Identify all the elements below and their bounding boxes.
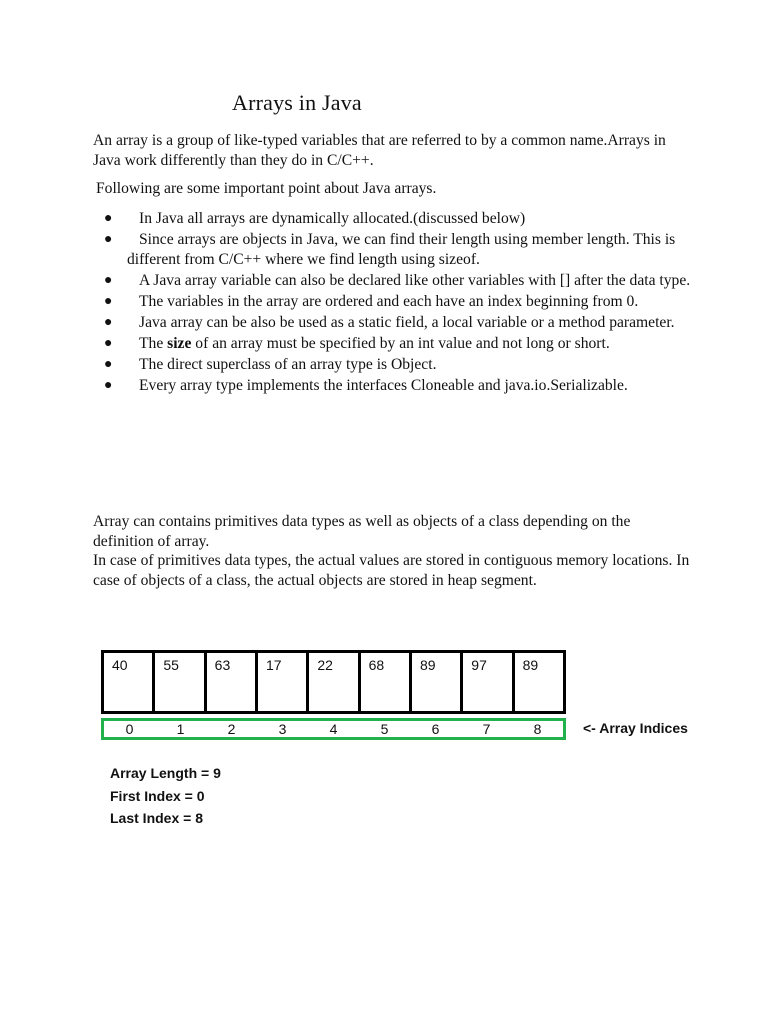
array-cell: 63 bbox=[207, 653, 258, 711]
points-heading: Following are some important point about Java arrays. bbox=[96, 180, 437, 197]
bullet-icon: ● bbox=[104, 314, 113, 330]
array-cell: 89 bbox=[522, 657, 539, 673]
array-cell: 22 bbox=[309, 653, 360, 711]
primitives-paragraph: Array can contains primitives data types as well as objects of a class depending on the definition of array. bbox=[93, 513, 631, 550]
array-index: 5 bbox=[380, 721, 389, 737]
array-indices-row bbox=[101, 718, 566, 740]
array-index: 2 bbox=[227, 721, 236, 737]
bullet-icon: ● bbox=[104, 357, 113, 373]
bullet-icon: ● bbox=[104, 378, 113, 394]
array-index: 8 bbox=[533, 721, 542, 737]
list-item bbox=[93, 209, 693, 229]
list-item-text: The direct superclass of an array type is Object. bbox=[139, 356, 437, 374]
list-item-text-before: The bbox=[139, 335, 168, 353]
intro-paragraph: An array is a group of like-typed variables that are referred to by a common name.Arrays in Java work differently than they do in C/C++. bbox=[93, 132, 666, 169]
array-stats bbox=[110, 762, 221, 830]
java-array-points-list bbox=[93, 209, 693, 397]
array-values-row bbox=[101, 650, 566, 714]
list-item bbox=[93, 292, 693, 312]
list-item bbox=[93, 376, 693, 396]
array-index: 3 bbox=[278, 721, 287, 737]
array-cell: 55 bbox=[155, 653, 206, 711]
list-item bbox=[93, 334, 693, 354]
array-index: 6 bbox=[431, 721, 440, 737]
memory-paragraph: In case of primitives data types, the actual values are stored in contiguous memory locations. In case of objects of a class, the actual objects are stored in heap segment. bbox=[93, 552, 690, 589]
last-index-label: Last Index = 8 bbox=[110, 810, 203, 826]
array-cell: 17 bbox=[258, 653, 309, 711]
list-item bbox=[93, 271, 693, 291]
list-item bbox=[93, 355, 693, 375]
first-index-label: First Index = 0 bbox=[110, 787, 205, 804]
array-cell: 97 bbox=[463, 653, 514, 711]
bullet-icon: ● bbox=[104, 272, 113, 288]
bullet-icon: ● bbox=[104, 336, 113, 352]
array-indices-label: <- Array Indices bbox=[583, 720, 688, 736]
list-item-text: Every array type implements the interfaces Cloneable and java.io.Serializable. bbox=[139, 377, 628, 395]
array-index: 0 bbox=[125, 721, 134, 737]
page-title: Arrays in Java bbox=[232, 90, 362, 115]
bullet-icon: ● bbox=[104, 211, 113, 226]
list-item bbox=[93, 230, 693, 269]
bullet-icon: ● bbox=[104, 232, 113, 248]
list-item-bold-term: size bbox=[167, 335, 192, 353]
array-cell: 89 bbox=[412, 653, 463, 711]
list-item bbox=[93, 313, 693, 333]
bullet-icon: ● bbox=[104, 293, 113, 309]
list-item-text: Since arrays are objects in Java, we can find their length using member length. This is different from C/C++ where we find length using sizeof. bbox=[127, 231, 676, 268]
array-length-label: Array Length = 9 bbox=[110, 765, 221, 781]
array-index: 7 bbox=[482, 721, 491, 737]
list-item-text: A Java array variable can also be declared like other variables with [] after the data type. bbox=[139, 271, 691, 289]
array-index: 4 bbox=[329, 721, 338, 737]
list-item-text: The variables in the array are ordered and each have an index beginning from 0. bbox=[139, 292, 639, 310]
list-item-text: Java array can be also be used as a static field, a local variable or a method parameter. bbox=[139, 313, 675, 331]
list-item-text: In Java all arrays are dynamically allocated.(discussed below) bbox=[139, 210, 526, 227]
array-cell: 68 bbox=[361, 653, 412, 711]
list-item-text-after: of an array must be specified by an int value and not long or short. bbox=[191, 335, 610, 353]
array-index: 1 bbox=[176, 721, 185, 737]
array-cell: 40 bbox=[104, 653, 155, 711]
